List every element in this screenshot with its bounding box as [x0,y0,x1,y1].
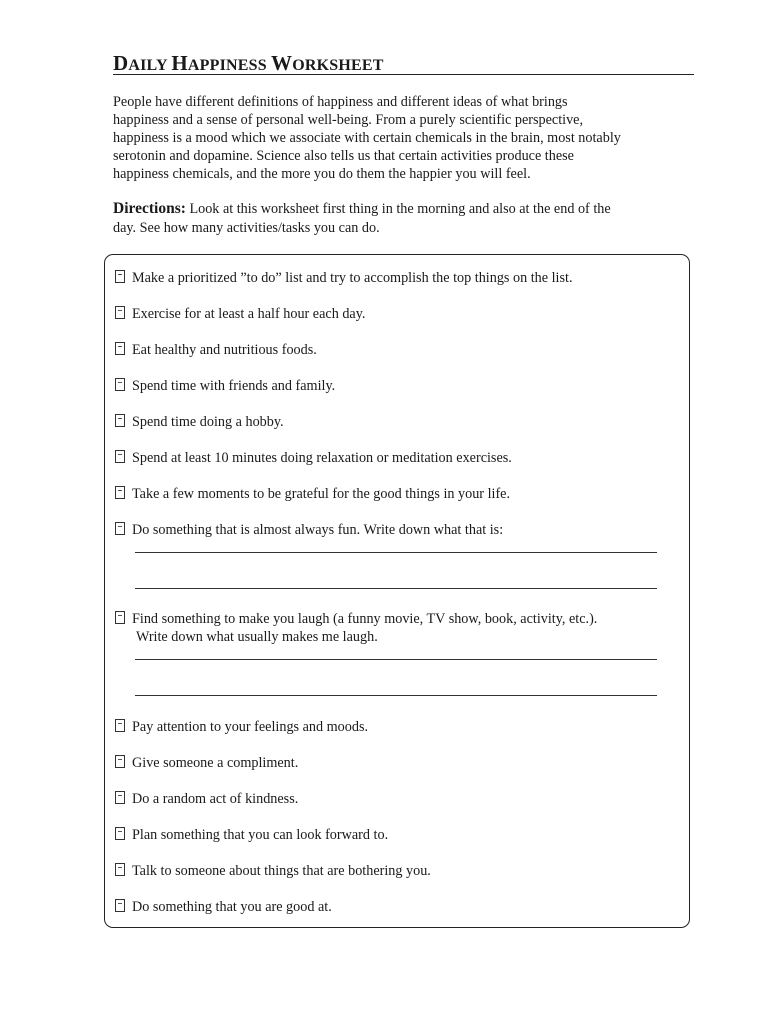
checklist-item-label: Talk to someone about things that are bothering you. [132,863,431,879]
title-part: W [271,51,293,75]
write-in-line[interactable] [135,552,657,553]
checklist-item-label: Do something that is almost always fun. Write down what that is: [132,522,504,538]
checklist-item [115,449,512,467]
checklist-item [115,610,597,628]
title-part: AILY [128,57,172,74]
checklist-item [115,305,365,323]
checkbox-icon[interactable] [115,342,125,355]
checklist-item [115,790,298,808]
checklist-item-label: Eat healthy and nutritious foods. [132,342,317,358]
intro-line: happiness is a mood which we associate with certain chemicals in the brain, most notably [113,130,621,146]
directions-label: Directions: [113,200,186,217]
write-in-line[interactable] [135,659,657,660]
title-underline [113,74,694,75]
title-part: APPINESS [187,57,272,74]
checkbox-icon[interactable] [115,450,125,463]
checklist-item [115,413,284,431]
checklist-item [115,269,573,287]
intro-line: happiness and a sense of personal well-being. From a purely scientific perspective, [113,112,584,128]
checkbox-icon[interactable] [115,863,125,876]
checklist-item [115,377,335,395]
checkbox-icon[interactable] [115,378,125,391]
checklist-item-label: Spend time doing a hobby. [132,414,284,430]
title-part: D [113,51,129,75]
checkbox-icon[interactable] [115,270,125,283]
checklist-item-label: Make a prioritized ”to do” list and try to accomplish the top things on the list. [132,270,573,286]
checklist-item-label: Spend at least 10 minutes doing relaxation or meditation exercises. [132,450,512,466]
checkbox-icon[interactable] [115,486,125,499]
checkbox-icon[interactable] [115,899,125,912]
checklist-item-label: Spend time with friends and family. [132,378,336,394]
intro-line: serotonin and dopamine. Science also tells us that certain activities produce these [113,148,574,164]
checklist-item [115,718,368,736]
directions-paragraph [113,200,673,237]
write-in-line[interactable] [135,695,657,696]
checklist-item-label: Do something that you are good at. [132,899,332,915]
checkbox-icon[interactable] [115,755,125,768]
checklist-item-label: Plan something that you can look forward to. [132,827,389,843]
title-part: H [171,51,188,75]
intro-line: People have different definitions of happiness and different ideas of what brings [113,94,568,110]
checklist-item-subtext: Write down what usually makes me laugh. [136,629,378,645]
checklist-item [115,521,503,539]
title-part: ORKSHEET [292,57,384,74]
intro-paragraph [113,93,673,183]
checklist-item [115,898,332,916]
checklist-item [115,862,431,880]
checkbox-icon[interactable] [115,611,125,624]
checklist-item-label: Find something to make you laugh (a funny movie, TV show, book, activity, etc.). [132,611,598,627]
checklist-item-label: Do a random act of kindness. [132,791,299,807]
checklist-item [115,826,388,844]
intro-line: happiness chemicals, and the more you do them the happier you will feel. [113,166,531,182]
directions-text: day. See how many activities/tasks you can do. [113,219,380,236]
checklist-item-label: Give someone a compliment. [132,755,299,771]
checklist-item [115,754,298,772]
checklist-item-label: Pay attention to your feelings and moods. [132,719,369,735]
checklist-item [115,341,317,359]
checklist-item-label: Exercise for at least a half hour each day. [132,306,366,322]
checkbox-icon[interactable] [115,719,125,732]
checklist-item [115,485,510,503]
write-in-line[interactable] [135,588,657,589]
checkbox-icon[interactable] [115,827,125,840]
checkbox-icon[interactable] [115,522,125,535]
checkbox-icon[interactable] [115,414,125,427]
checkbox-icon[interactable] [115,306,125,319]
checkbox-icon[interactable] [115,791,125,804]
checklist-item-label: Take a few moments to be grateful for the good things in your life. [132,486,511,502]
directions-text: Look at this worksheet first thing in the morning and also at the end of the [185,201,611,217]
